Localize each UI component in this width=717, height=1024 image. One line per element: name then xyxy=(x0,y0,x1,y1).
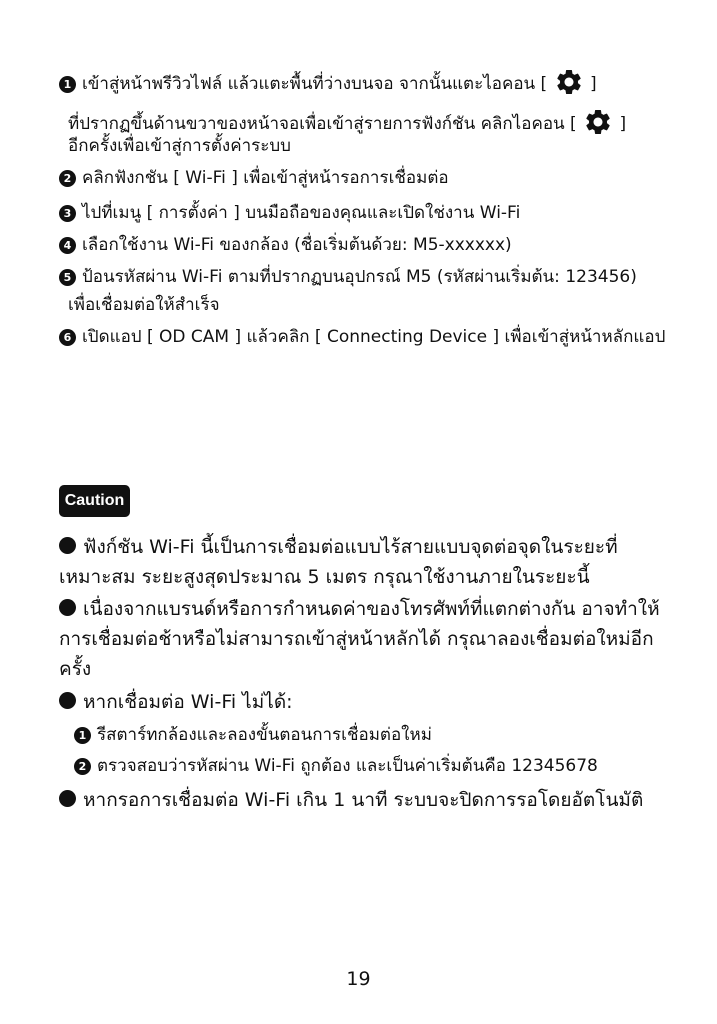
caution-badge: Caution xyxy=(59,485,130,517)
caution-item-4: หากรอการเชื่อมต่อ Wi-Fi เกิน 1 นาที ระบบจะปิดการรอโดยอัตโนมัติ xyxy=(59,786,643,814)
caution-sub-item-2: 2 ตรวจสอบว่ารหัสผ่าน Wi-Fi ถูกต้อง และเป็นค่าเริ่มต้นคือ 12345678 xyxy=(74,755,598,777)
step-1-text: เข้าสู่หน้าพรีวิวไฟล์ แล้วแตะพื้นที่ว่างบนจอ จากนั้นแตะไอคอน [ xyxy=(82,74,548,94)
step-5: 5 ป้อนรหัสผ่าน Wi-Fi ตามที่ปรากฏบนอุปกรณ์ M5 (รหัสผ่านเริ่มต้น: 123456) xyxy=(59,266,637,288)
bullet-icon xyxy=(59,537,76,554)
step-6: 6 เปิดแอป [ OD CAM ] แล้วคลิก [ Connecting Device ] เพื่อเข้าสู่หน้าหลักแอป xyxy=(59,326,665,348)
bullet-icon xyxy=(59,692,76,709)
step-3: 3 ไปที่เมนู [ การตั้งค่า ] บนมือถือของคุณและเปิดใช่งาน Wi-Fi xyxy=(59,202,520,224)
step-number-3: 3 xyxy=(59,205,76,222)
bullet-icon xyxy=(59,599,76,616)
page-number: 19 xyxy=(346,968,371,990)
caution-item-2-line-2: การเชื่อมต่อช้าหรือไม่สามารถเข้าสู่หน้าหลักได้ กรุณาลองเชื่อมต่อใหม่อีก xyxy=(59,628,654,650)
step-1-line-2: ที่ปรากฏขึ้นด้านขวาของหน้าจอเพื่อเข้าสู่รายการฟังก์ชัน คลิกไอคอน [ ] xyxy=(68,107,626,143)
caution-item-1-line-2: เหมาะสม ระยะสูงสุดประมาณ 5 เมตร กรุณาใช้งานภายในระยะนี้ xyxy=(59,566,590,588)
step-number-5: 5 xyxy=(59,269,76,286)
caution-item-1: ฟังก์ชัน Wi-Fi นี้เป็นการเชื่อมต่อแบบไร้สายแบบจุดต่อจุดในระยะที่ xyxy=(59,533,618,561)
sub-number-2: 2 xyxy=(74,758,91,775)
sub-number-1: 1 xyxy=(74,727,91,744)
step-4: 4 เลือกใช้งาน Wi-Fi ของกล้อง (ชื่อเริ่มต้นด้วย: M5-xxxxxx) xyxy=(59,234,512,256)
step-number-1: 1 xyxy=(59,76,76,93)
caution-sub-item-1: 1 รีสตาร์ทกล้องและลองขั้นตอนการเชื่อมต่อใหม่ xyxy=(74,724,432,746)
bullet-icon xyxy=(59,790,76,807)
gear-icon xyxy=(583,107,613,143)
step-1-line-3: อีกครั้งเพื่อเข้าสู่การตั้งค่าระบบ xyxy=(68,136,291,156)
step-5-line-2: เพื่อเชื่อมต่อให้สำเร็จ xyxy=(68,295,220,315)
caution-item-2-line-3: ครั้ง xyxy=(59,658,92,680)
step-number-6: 6 xyxy=(59,329,76,346)
caution-item-3: หากเชื่อมต่อ Wi-Fi ไม่ได้: xyxy=(59,688,293,716)
step-number-4: 4 xyxy=(59,237,76,254)
gear-icon xyxy=(554,67,584,103)
step-2: 2 คลิกฟังกชัน [ Wi-Fi ] เพื่อเข้าสู่หน้ารอการเชื่อมต่อ xyxy=(59,167,449,189)
caution-item-2: เนื่องจากแบรนด์หรือการกำหนดค่าของโทรศัพท์ที่แตกต่างกัน อาจทำให้ xyxy=(59,595,660,623)
step-number-2: 2 xyxy=(59,170,76,187)
step-1: 1 เข้าสู่หน้าพรีวิวไฟล์ แล้วแตะพื้นที่ว่างบนจอ จากนั้นแตะไอคอน [ ] xyxy=(59,67,597,103)
